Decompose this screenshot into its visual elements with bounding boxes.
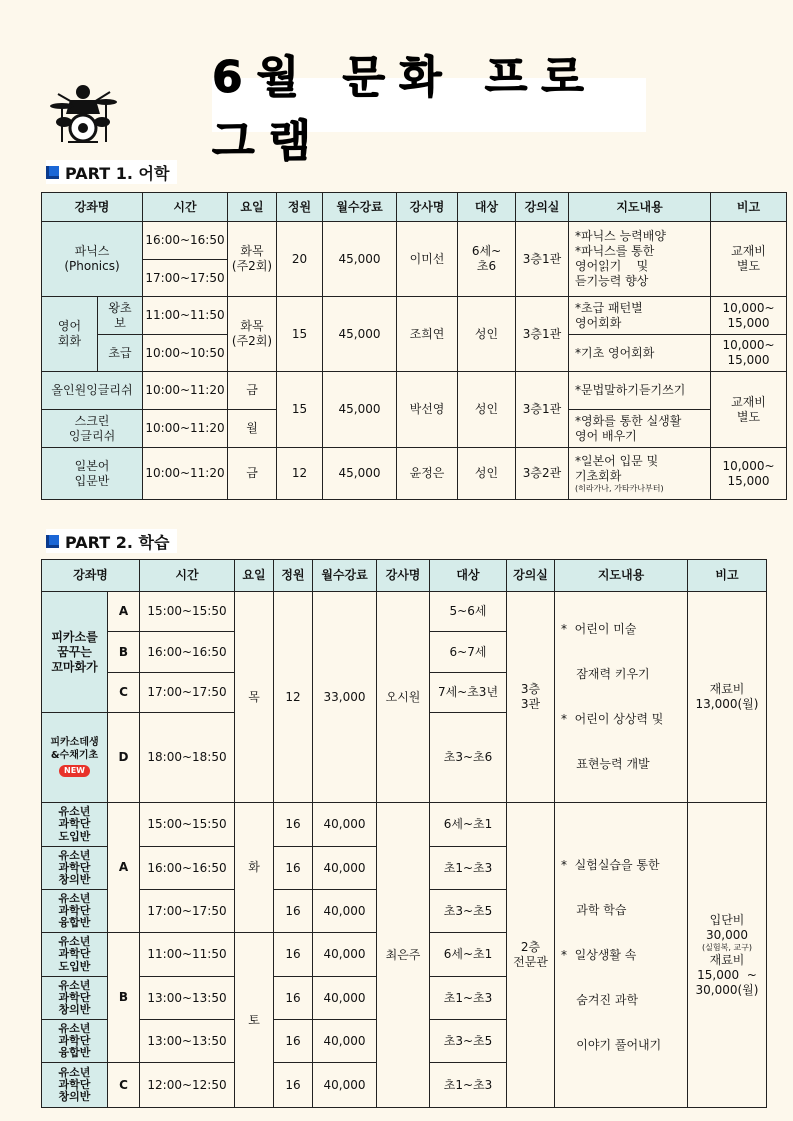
room-cell: 3층1관 — [516, 372, 569, 448]
day-cell: 목 — [235, 592, 274, 803]
content-cell — [569, 448, 711, 500]
note-text: 15,000 — [727, 315, 770, 330]
group-cell: B — [108, 933, 140, 1063]
course-name-text: 입문반 — [74, 473, 110, 488]
note-text: 10,000~ — [722, 458, 775, 473]
note-text: 30,000(월) — [695, 982, 759, 997]
course-name — [42, 713, 108, 803]
col-header: 강의실 — [516, 193, 569, 222]
note-text: 10,000~ — [722, 300, 775, 315]
note-text: 15,000 — [727, 353, 770, 367]
time-cell: 10:00~11:20 — [143, 372, 228, 410]
course-name — [42, 410, 143, 448]
group-cell: A — [108, 803, 140, 933]
teacher-cell: 최은주 — [377, 803, 430, 1108]
fee-cell: 40,000 — [313, 977, 377, 1020]
teacher-cell: 윤정은 — [397, 448, 458, 500]
fee-cell: 45,000 — [323, 448, 397, 500]
course-name-text: 꿈꾸는 — [57, 644, 92, 659]
table-row — [42, 803, 767, 847]
col-header: 대상 — [430, 560, 507, 592]
course-name — [42, 297, 98, 372]
course-name — [42, 977, 108, 1020]
fee-cell: 40,000 — [313, 890, 377, 933]
section-marker-icon — [46, 166, 59, 179]
content-note: (히라가나, 가타카나부터) — [575, 483, 664, 493]
teacher-cell: 박선영 — [397, 372, 458, 448]
content-line: *영화를 통한 실생활 — [575, 413, 682, 428]
part2-heading-text: PART 2. 학습 — [65, 532, 170, 552]
course-name — [42, 1063, 108, 1108]
note-text: 15,000 ~ — [697, 967, 757, 982]
course-name-text: 일본어 — [74, 458, 110, 473]
drummer-icon — [48, 78, 118, 144]
col-header: 시간 — [143, 193, 228, 222]
course-name — [42, 222, 143, 297]
content-cell — [569, 410, 711, 448]
target-cell: 5~6세 — [430, 592, 507, 632]
sub-course — [98, 297, 143, 335]
course-name-text: 융합반 — [58, 916, 91, 930]
course-name-text: 과학단 — [58, 817, 91, 831]
course-name-text: 과학단 — [58, 947, 91, 961]
time-cell: 13:00~13:50 — [140, 1020, 235, 1063]
time-cell: 11:00~11:50 — [143, 297, 228, 335]
fee-cell: 40,000 — [313, 1063, 377, 1108]
day-note: (주2회) — [231, 334, 273, 348]
course-name-text: 창의반 — [58, 873, 91, 887]
col-header: 정원 — [274, 560, 313, 592]
target-cell: 7세~초3년 — [430, 672, 507, 712]
content-line: 기초회화 — [575, 468, 622, 483]
capacity-cell: 16 — [274, 1020, 313, 1063]
teacher-cell: 이미선 — [397, 222, 458, 297]
course-name-text: 과학단 — [58, 990, 91, 1004]
day-cell: 금 — [228, 372, 277, 410]
note-text: 10,000~ — [722, 338, 775, 352]
group-cell: B — [108, 632, 140, 672]
course-name-text: 과학단 — [58, 903, 91, 917]
course-name — [42, 933, 108, 977]
course-name-text: 유소년 — [58, 805, 91, 819]
course-name-text: 과학단 — [58, 1033, 91, 1047]
day-cell: 월 — [228, 410, 277, 448]
time-cell: 12:00~12:50 — [140, 1063, 235, 1108]
content-line: 이야기 풀어내기 — [561, 1037, 662, 1052]
course-name-en: (Phonics) — [64, 259, 120, 273]
time-cell: 17:00~17:50 — [140, 890, 235, 933]
note-text: 별도 — [736, 409, 761, 424]
note-text: 13,000(월) — [695, 697, 759, 711]
content-line: 영어읽기 및 — [575, 259, 649, 273]
part2-heading — [46, 529, 177, 553]
day-cell — [228, 297, 277, 372]
capacity-cell: 20 — [277, 222, 323, 297]
content-line: 숨겨진 과학 — [561, 992, 639, 1007]
course-name-text: 도입반 — [58, 829, 91, 843]
fee-cell: 45,000 — [323, 297, 397, 372]
course-name — [42, 1020, 108, 1063]
target-cell — [458, 222, 516, 297]
day-text: 화목 — [240, 319, 264, 333]
room-cell: 3층1관 — [516, 222, 569, 297]
time-cell: 17:00~17:50 — [140, 672, 235, 712]
time-cell: 10:00~11:20 — [143, 448, 228, 500]
part1-heading — [46, 160, 177, 184]
content-line: 영어회화 — [575, 315, 622, 330]
part1-table — [41, 192, 787, 500]
target-cell: 성인 — [458, 297, 516, 372]
course-name — [42, 803, 108, 847]
day-cell: 화 — [235, 803, 274, 933]
day-note: (주2회) — [231, 259, 273, 273]
title-text: 6월 문화 프로그램 — [212, 52, 598, 167]
col-header: 강사명 — [377, 560, 430, 592]
col-header: 강사명 — [397, 193, 458, 222]
note-cell — [688, 592, 767, 803]
table-header-row — [42, 560, 767, 592]
course-name-text: 창의반 — [58, 1090, 91, 1104]
table-row — [42, 592, 767, 632]
day-cell — [228, 222, 277, 297]
target-cell: 초1~초3 — [430, 1063, 507, 1108]
target-cell: 초1~초3 — [430, 847, 507, 890]
time-cell: 11:00~11:50 — [140, 933, 235, 977]
col-header: 지도내용 — [569, 193, 711, 222]
target-cell: 초3~초5 — [430, 890, 507, 933]
capacity-cell: 16 — [274, 803, 313, 847]
note-cell — [688, 803, 767, 1108]
course-name-text: 회화 — [57, 334, 82, 348]
target-cell: 초3~초6 — [430, 713, 507, 803]
content-cell — [555, 592, 688, 803]
course-name — [42, 448, 143, 500]
note-text: 입단비 — [709, 912, 745, 927]
group-cell: C — [108, 672, 140, 712]
content-line: *초급 패턴별 — [575, 300, 643, 315]
note-text: 재료비 — [709, 952, 745, 967]
fee-cell: 40,000 — [313, 847, 377, 890]
content-line: * 어린이 미술 — [561, 622, 637, 636]
course-name-text: 창의반 — [58, 1003, 91, 1017]
note-text: 교재비 — [731, 244, 766, 258]
content-line: *파닉스를 통한 — [575, 244, 655, 258]
col-header: 강좌명 — [42, 560, 140, 592]
room-cell — [507, 803, 555, 1108]
col-header: 대상 — [458, 193, 516, 222]
group-cell: C — [108, 1063, 140, 1108]
time-cell: 18:00~18:50 — [140, 713, 235, 803]
sub-course-text: 보 — [114, 315, 126, 330]
col-header: 정원 — [277, 193, 323, 222]
content-cell: *문법말하기듣기쓰기 — [569, 372, 711, 410]
course-name-text: 영어 — [57, 319, 82, 333]
col-header: 시간 — [140, 560, 235, 592]
course-name-text: 피카소를 — [51, 629, 98, 644]
note-cell — [711, 335, 787, 372]
col-header: 비고 — [688, 560, 767, 592]
course-name-text: 유소년 — [58, 1021, 91, 1035]
time-cell: 10:00~11:20 — [143, 410, 228, 448]
page-title — [212, 52, 646, 167]
time-cell: 16:00~16:50 — [143, 222, 228, 260]
table-row — [42, 372, 787, 410]
time-cell: 13:00~13:50 — [140, 977, 235, 1020]
room-cell: 3층1관 — [516, 297, 569, 372]
note-text: 30,000 — [706, 927, 748, 942]
room-text: 2층 — [520, 940, 541, 954]
table-row — [42, 448, 787, 500]
target-cell: 6~7세 — [430, 632, 507, 672]
sub-course-text: 왕초 — [108, 300, 132, 315]
fee-cell: 40,000 — [313, 1020, 377, 1063]
course-name-text: 융합반 — [58, 1046, 91, 1060]
content-cell — [569, 297, 711, 335]
course-name-text: 과학단 — [58, 860, 91, 874]
content-line: 표현능력 개발 — [561, 757, 650, 771]
part1-heading-text: PART 1. 어학 — [65, 163, 170, 183]
course-name — [42, 847, 108, 890]
capacity-cell: 16 — [274, 977, 313, 1020]
content-cell: *기초 영어회화 — [569, 335, 711, 372]
content-line: 잠재력 키우기 — [561, 667, 650, 681]
time-cell: 15:00~15:50 — [140, 592, 235, 632]
course-name — [42, 890, 108, 933]
capacity-cell: 15 — [277, 297, 323, 372]
fee-cell: 45,000 — [323, 222, 397, 297]
course-name-text: 잉글리쉬 — [68, 428, 116, 443]
room-text: 3관 — [520, 697, 541, 711]
fee-cell: 40,000 — [313, 933, 377, 977]
col-header: 강의실 — [507, 560, 555, 592]
fee-cell: 45,000 — [323, 372, 397, 448]
time-cell: 16:00~16:50 — [140, 632, 235, 672]
content-line: *일본어 입문 및 — [575, 453, 659, 468]
course-name-text: 유소년 — [58, 1065, 91, 1079]
col-header: 요일 — [228, 193, 277, 222]
target-cell: 초1~초3 — [430, 977, 507, 1020]
note-cell — [711, 297, 787, 335]
fee-cell: 33,000 — [313, 592, 377, 803]
time-cell: 10:00~10:50 — [143, 335, 228, 372]
part2-table — [41, 559, 767, 1108]
content-line: 영어 배우기 — [575, 428, 637, 443]
col-header: 강좌명 — [42, 193, 143, 222]
time-cell: 15:00~15:50 — [140, 803, 235, 847]
course-name-text: 과학단 — [58, 1077, 91, 1091]
group-cell: D — [108, 713, 140, 803]
content-line: *파닉스 능력배양 — [575, 229, 666, 243]
teacher-cell: 조희연 — [397, 297, 458, 372]
room-cell — [507, 592, 555, 803]
course-name: 올인원잉글리쉬 — [42, 372, 143, 410]
target-cell: 초3~초5 — [430, 1020, 507, 1063]
capacity-cell: 16 — [274, 890, 313, 933]
course-name-text: 도입반 — [58, 959, 91, 973]
content-cell — [569, 222, 711, 297]
course-name-text: 유소년 — [58, 935, 91, 949]
col-header: 비고 — [711, 193, 787, 222]
target-text: 초6 — [476, 259, 497, 273]
target-cell: 6세~초1 — [430, 803, 507, 847]
target-text: 6세~ — [471, 244, 502, 258]
table-row — [42, 297, 787, 335]
course-name-text: &수채기초 — [50, 749, 99, 761]
col-header: 월수강료 — [323, 193, 397, 222]
target-cell: 6세~초1 — [430, 933, 507, 977]
room-cell: 3층2관 — [516, 448, 569, 500]
note-cell — [711, 222, 787, 297]
capacity-cell: 12 — [277, 448, 323, 500]
target-cell: 성인 — [458, 448, 516, 500]
section-marker-icon — [46, 535, 59, 548]
capacity-cell: 12 — [274, 592, 313, 803]
day-cell: 토 — [235, 933, 274, 1108]
course-name-text: 피카소데생 — [50, 737, 99, 749]
content-line: * 일상생활 속 — [561, 947, 637, 962]
content-line: 과학 학습 — [561, 902, 627, 917]
course-name-text: 파닉스 — [74, 244, 110, 258]
course-name — [42, 592, 108, 713]
content-line: 듣기능력 향상 — [575, 274, 649, 288]
note-text: 별도 — [736, 259, 761, 273]
note-small: (실험복, 교구) — [702, 942, 752, 952]
course-name-text: 유소년 — [58, 978, 91, 992]
note-text: 교재비 — [731, 394, 766, 409]
course-name-text: 스크린 — [74, 413, 110, 428]
course-name-text: 유소년 — [58, 891, 91, 905]
table-row — [42, 222, 787, 260]
group-cell: A — [108, 592, 140, 632]
fee-cell: 40,000 — [313, 803, 377, 847]
note-cell — [711, 448, 787, 500]
time-cell: 16:00~16:50 — [140, 847, 235, 890]
table-header-row — [42, 193, 787, 222]
capacity-cell: 16 — [274, 1063, 313, 1108]
col-header: 월수강료 — [313, 560, 377, 592]
day-cell: 금 — [228, 448, 277, 500]
new-badge: NEW — [59, 765, 90, 777]
room-text: 전문관 — [513, 955, 548, 969]
content-line: * 어린이 상상력 및 — [561, 712, 664, 726]
teacher-cell: 오시원 — [377, 592, 430, 803]
day-text: 화목 — [240, 244, 264, 258]
capacity-cell: 16 — [274, 933, 313, 977]
course-name-text: 꼬마화가 — [51, 659, 98, 674]
content-cell — [555, 803, 688, 1108]
capacity-cell: 16 — [274, 847, 313, 890]
note-cell — [711, 372, 787, 448]
time-cell: 17:00~17:50 — [143, 260, 228, 297]
room-text: 3층 — [520, 682, 541, 696]
capacity-cell: 15 — [277, 372, 323, 448]
target-cell: 성인 — [458, 372, 516, 448]
sub-course: 초급 — [98, 335, 143, 372]
course-name-text: 유소년 — [58, 848, 91, 862]
note-text: 재료비 — [709, 682, 745, 696]
col-header: 요일 — [235, 560, 274, 592]
note-text: 15,000 — [727, 473, 770, 488]
col-header: 지도내용 — [555, 560, 688, 592]
content-line: * 실험실습을 통한 — [561, 857, 660, 872]
